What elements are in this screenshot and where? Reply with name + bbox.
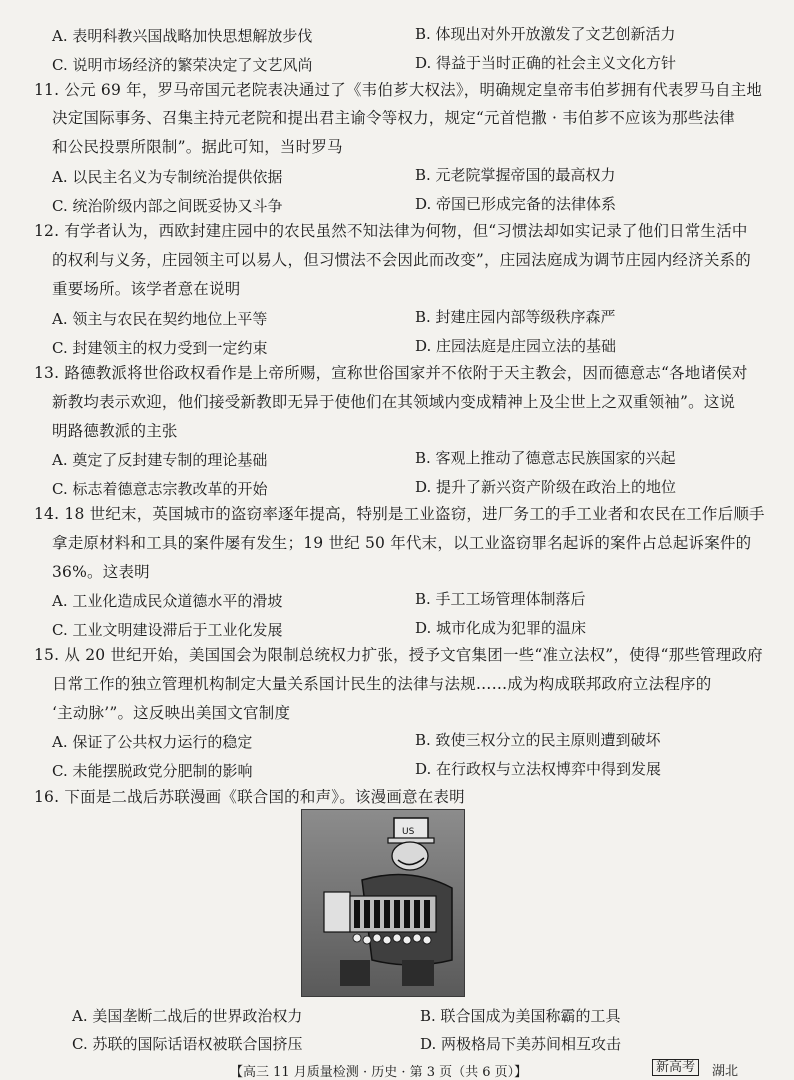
q11-stem-line2: 决定国际事务、召集主持元老院和提出君主谕令等权力，规定“元首恺撒 · 韦伯芗不应该为那些法律 xyxy=(52,109,735,127)
q15-stem-line3: ‘主动脉’”。这反映出美国文官制度 xyxy=(52,704,291,722)
q12-option-d: D. 庄园法庭是庄园立法的基础 xyxy=(415,337,617,355)
q11-option-d: D. 帝国已形成完备的法律体系 xyxy=(415,195,617,213)
q14-option-a: A. 工业化造成民众道德水平的滑坡 xyxy=(52,592,283,610)
q12-stem-line3: 重要场所。该学者意在说明 xyxy=(52,280,241,298)
q15-option-c: C. 未能摆脱政党分肥制的影响 xyxy=(52,762,253,780)
q13-stem-line3: 明路德教派的主张 xyxy=(52,422,178,440)
q10-option-a: A. 表明科教兴国战略加快思想解放步伐 xyxy=(52,27,313,45)
q10-option-d: D. 得益于当时正确的社会主义文化方针 xyxy=(415,54,677,72)
cartoon-image xyxy=(301,809,465,997)
q13-option-c: C. 标志着德意志宗教改革的开始 xyxy=(52,480,268,498)
q15-option-d: D. 在行政权与立法权博弈中得到发展 xyxy=(415,760,662,778)
q15-stem-line1: 15. 从 20 世纪开始，美国国会为限制总统权力扩张，授予文官集团一些“准立法权”，使得“那些管理政府 xyxy=(34,646,763,664)
q14-option-b: B. 手工工场管理体制落后 xyxy=(415,590,586,608)
q14-option-c: C. 工业文明建设滞后于工业化发展 xyxy=(52,621,283,639)
q15-stem-line2: 日常工作的独立管理机构制定大量关系国计民生的法律与法规……成为构成联邦政府立法程序的 xyxy=(52,675,712,693)
q16-option-d: D. 两极格局下美苏间相互攻击 xyxy=(420,1035,622,1053)
q13-stem-line2: 新教均表示欢迎，他们接受新教即无异于使他们在其领域内变成精神上及尘世上之双重领袖”。这说 xyxy=(52,393,736,411)
q16-option-a: A. 美国垄断二战后的世界政治权力 xyxy=(72,1007,303,1025)
exam-type-tag: 新高考 xyxy=(652,1059,699,1076)
q11-stem-line1: 11. 公元 69 年，罗马帝国元老院表决通过了《韦伯芗大权法》，明确规定皇帝韦伯芗拥有代表罗马自主地 xyxy=(34,81,763,99)
q12-stem-line1: 12. 有学者认为，西欧封建庄园中的农民虽然不知法律为何物，但“习惯法却如实记录了他们日常生活中 xyxy=(34,222,748,240)
q10-option-c: C. 说明市场经济的繁荣决定了文艺风尚 xyxy=(52,56,313,74)
q11-option-c: C. 统治阶级内部之间既妥协又斗争 xyxy=(52,197,283,215)
region-label: 湖北 xyxy=(712,1064,739,1079)
q13-stem-line1: 13. 路德教派将世俗政权看作是上帝所赐，宣称世俗国家并不依附于天主教会，因而德意志“各地诸侯对 xyxy=(34,364,748,382)
q13-option-b: B. 客观上推动了德意志民族国家的兴起 xyxy=(415,449,676,467)
q15-option-a: A. 保证了公共权力运行的稳定 xyxy=(52,733,253,751)
q12-option-a: A. 领主与农民在契约地位上平等 xyxy=(52,310,268,328)
q12-option-c: C. 封建领主的权力受到一定约束 xyxy=(52,339,268,357)
q11-stem-line3: 和公民投票所限制”。据此可知，当时罗马 xyxy=(52,138,343,156)
q14-stem-line2: 拿走原材料和工具的案件屡有发生；19 世纪 50 年代末，以工业盗窃罪名起诉的案件占总起诉案件的 xyxy=(52,534,752,552)
page-footer: 【高三 11 月质量检测 · 历史 · 第 3 页（共 6 页）】 xyxy=(230,1065,528,1080)
q11-option-a: A. 以民主名义为专制统治提供依据 xyxy=(52,168,283,186)
q14-option-d: D. 城市化成为犯罪的温床 xyxy=(415,619,587,637)
q13-option-d: D. 提升了新兴资产阶级在政治上的地位 xyxy=(415,478,677,496)
q12-option-b: B. 封建庄园内部等级秩序森严 xyxy=(415,308,616,326)
q13-option-a: A. 奠定了反封建专制的理论基础 xyxy=(52,451,268,469)
q14-stem-line3: 36%。这表明 xyxy=(52,563,150,581)
q15-option-b: B. 致使三权分立的民主原则遭到破坏 xyxy=(415,731,661,749)
q16-stem-line1: 16. 下面是二战后苏联漫画《联合国的和声》。该漫画意在表明 xyxy=(34,788,465,806)
q11-option-b: B. 元老院掌握帝国的最高权力 xyxy=(415,166,616,184)
q16-option-b: B. 联合国成为美国称霸的工具 xyxy=(420,1007,621,1025)
q14-stem-line1: 14. 18 世纪末，英国城市的盗窃率逐年提高，特别是工业盗窃，进厂务工的手工业者和农民在工作后顺手 xyxy=(34,505,765,523)
q12-stem-line2: 的权利与义务，庄园领主可以易人，但习惯法不会因此而改变”，庄园法庭成为调节庄园内经济关系的 xyxy=(52,251,751,269)
hat-label: US xyxy=(402,827,415,837)
accordion-player-illustration xyxy=(302,810,464,996)
q10-option-b: B. 体现出对外开放激发了文艺创新活力 xyxy=(415,25,676,43)
q16-option-c: C. 苏联的国际话语权被联合国挤压 xyxy=(72,1035,303,1053)
